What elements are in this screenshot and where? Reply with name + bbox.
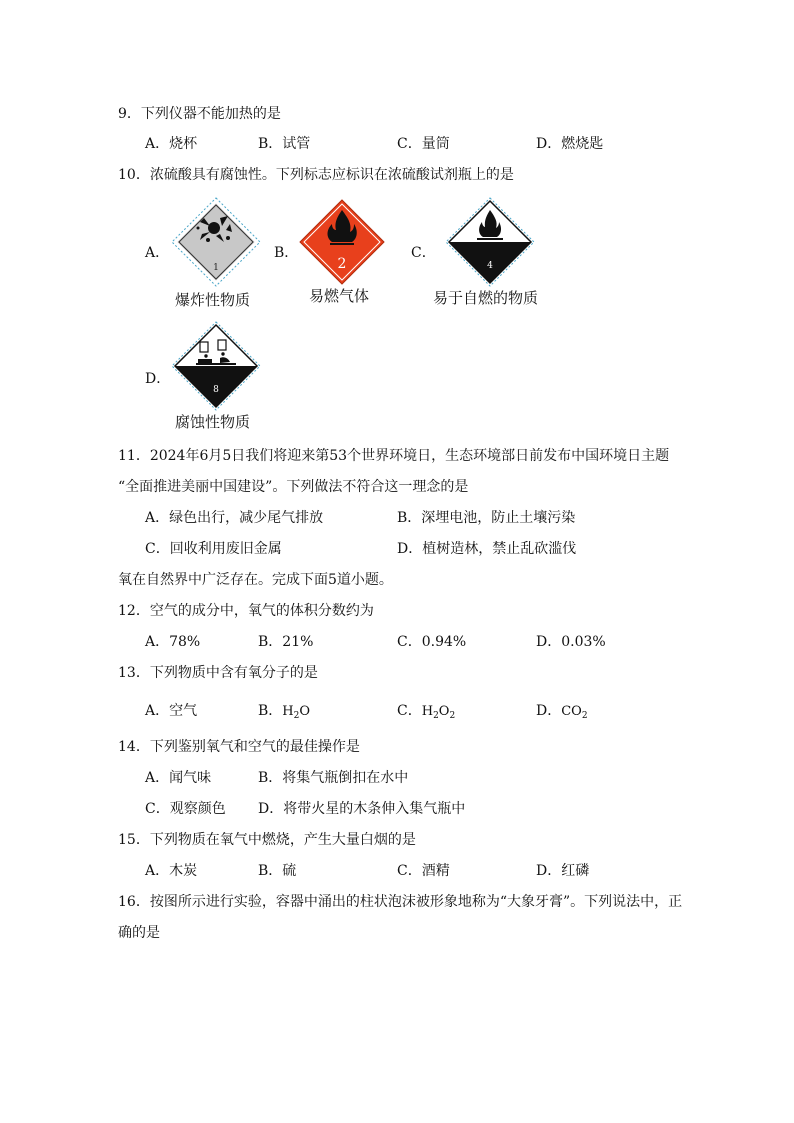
q12-option-a: A．78% bbox=[145, 634, 201, 650]
q10-choice-d-caption: 腐蚀性物质 bbox=[175, 413, 251, 431]
q9-option-c: C．量筒 bbox=[397, 136, 450, 152]
q12-option-c: C．0.94% bbox=[397, 634, 467, 650]
q13-option-d-letter: D． bbox=[536, 703, 562, 719]
q9-option-a: A．烧杯 bbox=[145, 136, 198, 152]
water-formula: $H_2O$ bbox=[282, 704, 311, 721]
question-15-stem: 15．下列物质在氧气中燃烧，产生大量白烟的是 bbox=[118, 832, 416, 848]
q10-choice-c-letter: C． bbox=[411, 245, 436, 261]
explosive-hazard-sign bbox=[170, 196, 262, 288]
question-10-stem: 10．浓硫酸具有腐蚀性。下列标志应标识在浓硫酸试剂瓶上的是 bbox=[118, 167, 514, 183]
q11-option-d: D．植树造林，禁止乱砍滥伐 bbox=[397, 541, 577, 557]
q10-choice-c-caption: 易于自燃的物质 bbox=[433, 289, 539, 307]
q14-option-b: B．将集气瓶倒扣在水中 bbox=[258, 770, 409, 786]
q14-option-d: D．将带火星的木条伸入集气瓶中 bbox=[258, 801, 466, 817]
q14-option-a: A．闻气味 bbox=[145, 770, 212, 786]
q10-choice-b-letter: B． bbox=[274, 245, 299, 261]
question-13-stem: 13．下列物质中含有氧分子的是 bbox=[118, 665, 318, 681]
q10-choice-a-letter: A． bbox=[145, 245, 170, 261]
spontaneously-combustible-sign bbox=[444, 196, 536, 288]
question-16-stem-line2: 确的是 bbox=[118, 925, 160, 941]
q11-option-a: A．绿色出行，减少尾气排放 bbox=[145, 510, 324, 526]
hydrogen-peroxide-formula: $H_2O_2$ bbox=[421, 704, 456, 721]
question-12-stem: 12．空气的成分中，氧气的体积分数约为 bbox=[118, 603, 374, 619]
q10-choice-d-letter: D． bbox=[145, 371, 171, 387]
q13-option-a: A．空气 bbox=[145, 703, 198, 719]
q13-option-b bbox=[258, 701, 310, 726]
q13-option-d bbox=[536, 701, 588, 726]
q11-option-c: C．回收利用废旧金属 bbox=[145, 541, 282, 557]
q15-option-a: A．木炭 bbox=[145, 863, 198, 879]
carbon-dioxide-formula: $CO_2$ bbox=[561, 704, 588, 721]
q9-option-d: D．燃烧匙 bbox=[536, 136, 604, 152]
question-11-stem-line2: “全面推进美丽中国建设”。下列做法不符合这一理念的是 bbox=[118, 479, 469, 495]
q12-option-b: B．21% bbox=[258, 634, 314, 650]
q13-option-c bbox=[397, 701, 455, 726]
corrosive-substance-sign bbox=[170, 320, 262, 412]
q10-choice-b-caption: 易燃气体 bbox=[309, 287, 370, 305]
q11-option-b: B．深埋电池，防止土壤污染 bbox=[397, 510, 576, 526]
question-11-stem-line1: 11．2024年6月5日我们将迎来第53个世界环境日，生态环境部日前发布中国环境日主题 bbox=[118, 448, 670, 464]
hazard-class-number: 1 bbox=[213, 263, 219, 273]
question-9-stem: 9．下列仪器不能加热的是 bbox=[118, 106, 281, 122]
hazard-class-number: 8 bbox=[213, 385, 219, 395]
hazard-class-number: 2 bbox=[337, 256, 347, 272]
question-14-stem: 14．下列鉴别氧气和空气的最佳操作是 bbox=[118, 739, 360, 755]
q12-option-d: D．0.03% bbox=[536, 634, 606, 650]
q10-choice-a-caption: 爆炸性物质 bbox=[175, 291, 251, 309]
q14-option-c: C．观察颜色 bbox=[145, 801, 226, 817]
section-intro: 氧在自然界中广泛存在。完成下面5道小题。 bbox=[118, 572, 393, 588]
q15-option-c: C．酒精 bbox=[397, 863, 450, 879]
hazard-class-number: 4 bbox=[487, 261, 493, 271]
q13-option-c-letter: C． bbox=[397, 703, 422, 719]
q9-option-b: B．试管 bbox=[258, 136, 311, 152]
q15-option-d: D．红磷 bbox=[536, 863, 590, 879]
q13-option-b-letter: B． bbox=[258, 703, 283, 719]
question-16-stem-line1: 16．按图所示进行实验，容器中涌出的柱状泡沫被形象地称为“大象牙膏”。下列说法中，正 bbox=[118, 894, 683, 910]
q15-option-b: B．硫 bbox=[258, 863, 297, 879]
flammable-gas-sign bbox=[296, 196, 388, 288]
